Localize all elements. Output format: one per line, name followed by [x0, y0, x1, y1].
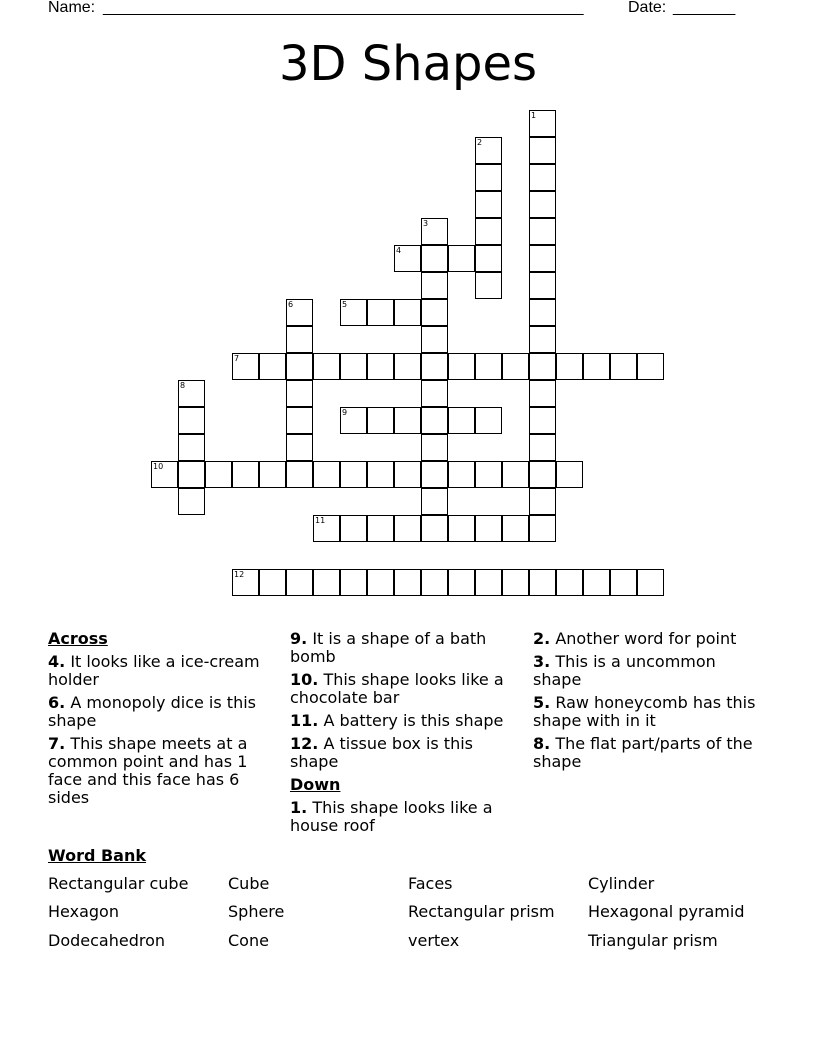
crossword-cell[interactable]	[448, 515, 475, 542]
across-heading: Across	[48, 629, 108, 648]
crossword-cell[interactable]	[475, 272, 502, 299]
crossword-cell[interactable]	[313, 569, 340, 596]
crossword-cell[interactable]	[394, 461, 421, 488]
crossword-cell[interactable]	[367, 353, 394, 380]
word-bank-item: Dodecahedron	[48, 931, 166, 950]
crossword-cell[interactable]	[448, 245, 475, 272]
crossword-cell[interactable]	[421, 218, 448, 245]
clue-number: 8	[180, 381, 186, 390]
crossword-cell[interactable]	[286, 299, 313, 326]
crossword-cell[interactable]	[394, 515, 421, 542]
crossword-cell[interactable]	[421, 353, 448, 380]
word-bank-item: Sphere	[228, 902, 285, 921]
down-clues-column-3	[533, 630, 761, 776]
crossword-cell[interactable]	[286, 380, 313, 407]
crossword-cell[interactable]	[367, 569, 394, 596]
word-bank-item: Triangular prism	[588, 931, 718, 950]
clue-number: 4	[396, 246, 402, 255]
crossword-cell[interactable]	[313, 515, 340, 542]
crossword-cell[interactable]	[286, 326, 313, 353]
crossword-cell[interactable]	[529, 191, 556, 218]
clue-number: 3	[423, 219, 429, 228]
crossword-cell[interactable]	[367, 461, 394, 488]
clue-across-12: 12. A tissue box is this shape	[290, 734, 473, 771]
crossword-cell[interactable]	[340, 353, 367, 380]
crossword-cell[interactable]	[340, 569, 367, 596]
clue-down-3: 3. This is a uncommon shape	[533, 652, 716, 689]
word-bank-item: Cube	[228, 874, 270, 893]
date-field[interactable]: _______	[673, 0, 736, 16]
crossword-cell[interactable]	[610, 569, 637, 596]
clue-number: 7	[234, 354, 240, 363]
clue-across-11: 11. A battery is this shape	[290, 711, 504, 730]
crossword-cell[interactable]	[502, 461, 529, 488]
clue-across-7: 7. This shape meets at a common point and has 1 face and this face has 6 sides	[48, 734, 248, 807]
crossword-cell[interactable]	[313, 461, 340, 488]
clue-number: 1	[531, 111, 537, 120]
crossword-cell[interactable]	[502, 353, 529, 380]
crossword-cell[interactable]	[556, 569, 583, 596]
crossword-cell[interactable]	[151, 461, 178, 488]
crossword-cell[interactable]	[583, 569, 610, 596]
crossword-cell[interactable]	[529, 326, 556, 353]
crossword-cell[interactable]	[475, 515, 502, 542]
word-bank-item: Rectangular prism	[408, 902, 555, 921]
word-bank-item: vertex	[408, 931, 460, 950]
clue-down-5: 5. Raw honeycomb has this shape with in it	[533, 693, 756, 730]
word-bank-title: Word Bank	[48, 846, 147, 865]
clue-number: 2	[477, 138, 483, 147]
crossword-cell[interactable]	[475, 191, 502, 218]
crossword-cell[interactable]	[205, 461, 232, 488]
crossword-cell[interactable]	[421, 515, 448, 542]
crossword-cell[interactable]	[529, 380, 556, 407]
word-bank-item: Cone	[228, 931, 269, 950]
crossword-cell[interactable]	[286, 353, 313, 380]
crossword-cell[interactable]	[286, 407, 313, 434]
clue-across-4: 4. It looks like a ice-cream holder	[48, 652, 260, 689]
crossword-cell[interactable]	[529, 407, 556, 434]
crossword-cell[interactable]	[421, 407, 448, 434]
crossword-cell[interactable]	[475, 245, 502, 272]
crossword-cell[interactable]	[340, 461, 367, 488]
crossword-cell[interactable]	[475, 569, 502, 596]
clue-across-10: 10. This shape looks like a chocolate bar	[290, 670, 504, 707]
crossword-cell[interactable]	[340, 299, 367, 326]
clue-number: 5	[342, 300, 348, 309]
crossword-cell[interactable]	[529, 353, 556, 380]
crossword-cell[interactable]	[529, 164, 556, 191]
across-clues-column-1	[48, 630, 276, 812]
crossword-cell[interactable]	[367, 299, 394, 326]
crossword-cell[interactable]	[313, 353, 340, 380]
crossword-cell[interactable]	[394, 569, 421, 596]
crossword-cell[interactable]	[556, 461, 583, 488]
crossword-cell[interactable]	[259, 461, 286, 488]
crossword-cell[interactable]	[178, 488, 205, 515]
crossword-cell[interactable]	[556, 353, 583, 380]
crossword-cell[interactable]	[178, 434, 205, 461]
word-bank-item: Hexagonal pyramid	[588, 902, 745, 921]
crossword-cell[interactable]	[259, 353, 286, 380]
crossword-cell[interactable]	[475, 218, 502, 245]
crossword-cell[interactable]	[529, 515, 556, 542]
crossword-cell[interactable]	[448, 407, 475, 434]
crossword-cell[interactable]	[421, 569, 448, 596]
crossword-cell[interactable]	[394, 407, 421, 434]
crossword-cell[interactable]	[637, 353, 664, 380]
crossword-cell[interactable]	[394, 245, 421, 272]
crossword-cell[interactable]	[502, 515, 529, 542]
crossword-cell[interactable]	[421, 488, 448, 515]
crossword-cell[interactable]	[286, 461, 313, 488]
crossword-cell[interactable]	[340, 515, 367, 542]
crossword-cell[interactable]	[394, 353, 421, 380]
down-heading: Down	[290, 775, 341, 794]
crossword-cell[interactable]	[394, 299, 421, 326]
clue-across-6: 6. A monopoly dice is this shape	[48, 693, 256, 730]
crossword-cell[interactable]	[367, 515, 394, 542]
word-bank-item: Rectangular cube	[48, 874, 189, 893]
crossword-cell[interactable]	[178, 380, 205, 407]
crossword-cell[interactable]	[502, 569, 529, 596]
crossword-cell[interactable]	[421, 434, 448, 461]
crossword-cell[interactable]	[529, 245, 556, 272]
clue-down-2: 2. Another word for point	[533, 629, 737, 648]
crossword-cell[interactable]	[178, 461, 205, 488]
clues-column-2	[290, 630, 518, 840]
crossword-cell[interactable]	[178, 407, 205, 434]
clue-down-8: 8. The flat part/parts of the shape	[533, 734, 753, 771]
crossword-cell[interactable]	[448, 569, 475, 596]
clue-number: 9	[342, 408, 348, 417]
crossword-cell[interactable]	[529, 137, 556, 164]
crossword-cell[interactable]	[610, 353, 637, 380]
clue-number: 10	[153, 462, 164, 471]
clue-number: 6	[288, 300, 294, 309]
clue-number: 11	[315, 516, 326, 525]
crossword-cell[interactable]	[475, 353, 502, 380]
crossword-cell[interactable]	[232, 461, 259, 488]
crossword-cell[interactable]	[286, 569, 313, 596]
crossword-cell[interactable]	[529, 434, 556, 461]
crossword-cell[interactable]	[475, 461, 502, 488]
crossword-cell[interactable]	[529, 461, 556, 488]
crossword-cell[interactable]	[340, 407, 367, 434]
crossword-cell[interactable]	[421, 326, 448, 353]
crossword-cell[interactable]	[448, 461, 475, 488]
date-label: Date:	[628, 0, 667, 16]
crossword-cell[interactable]	[448, 353, 475, 380]
crossword-cell[interactable]	[232, 353, 259, 380]
crossword-cell[interactable]	[637, 569, 664, 596]
crossword-cell[interactable]	[421, 461, 448, 488]
crossword-cell[interactable]	[421, 299, 448, 326]
crossword-cell[interactable]	[529, 299, 556, 326]
crossword-cell[interactable]	[286, 434, 313, 461]
crossword-cell[interactable]	[475, 407, 502, 434]
crossword-cell[interactable]	[529, 569, 556, 596]
crossword-cell[interactable]	[421, 272, 448, 299]
clue-across-9: 9. It is a shape of a bath bomb	[290, 629, 487, 666]
crossword-cell[interactable]	[475, 137, 502, 164]
clue-down-1: 1. This shape looks like a house roof	[290, 798, 493, 835]
word-bank-item: Faces	[408, 874, 453, 893]
crossword-cell[interactable]	[529, 488, 556, 515]
crossword-cell[interactable]	[421, 380, 448, 407]
page-title: 3D Shapes	[278, 36, 538, 92]
name-field[interactable]: ______________________________________________________	[103, 0, 584, 16]
crossword-cell[interactable]	[583, 353, 610, 380]
crossword-cell[interactable]	[529, 110, 556, 137]
crossword-cell[interactable]	[367, 407, 394, 434]
crossword-cell[interactable]	[529, 272, 556, 299]
crossword-cell[interactable]	[421, 245, 448, 272]
clue-number: 12	[234, 570, 245, 579]
name-label: Name:	[48, 0, 96, 16]
crossword-cell[interactable]	[259, 569, 286, 596]
crossword-cell[interactable]	[475, 164, 502, 191]
word-bank-item: Hexagon	[48, 902, 119, 921]
crossword-cell[interactable]	[232, 569, 259, 596]
crossword-cell[interactable]	[529, 218, 556, 245]
word-bank-item: Cylinder	[588, 874, 655, 893]
